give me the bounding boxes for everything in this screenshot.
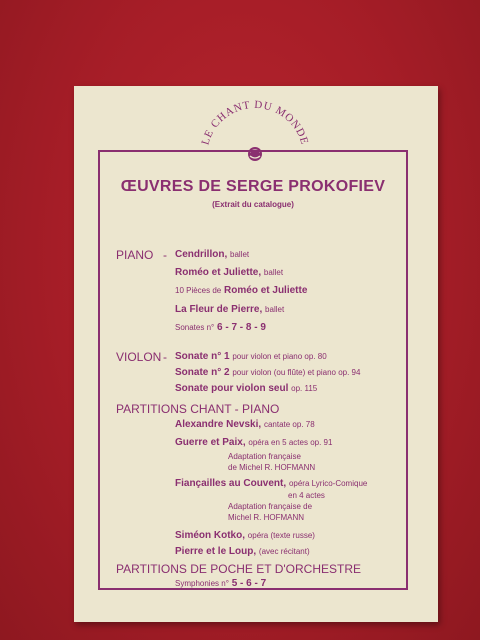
page-title: ŒUVRES DE SERGE PROKOFIEV: [120, 178, 386, 195]
list-item: Alexandre Nevski, cantate op. 78: [175, 419, 315, 430]
list-item: Siméon Kotko, opéra (texte russe): [175, 530, 315, 541]
list-item: Symphonies n° 5 - 6 - 7: [175, 578, 267, 589]
logo-text: LE CHANT DU MONDE: [199, 98, 311, 147]
list-item: Sonate n° 2 pour violon (ou flûte) et piano op. 94: [175, 367, 361, 378]
page-subtitle: (Extrait du catalogue): [212, 200, 294, 209]
section-label-violon: VIOLON: [116, 350, 162, 364]
section-dash-violon: -: [163, 350, 167, 364]
list-item: Sonates n° 6 - 7 - 8 - 9: [175, 322, 266, 333]
list-item: Pierre et le Loup, (avec récitant): [175, 546, 310, 557]
list-item: La Fleur de Pierre, ballet: [175, 304, 285, 315]
list-item: Roméo et Juliette, ballet: [175, 267, 284, 278]
list-item: 10 Pièces de Roméo et Juliette: [175, 285, 308, 296]
list-item-detail: Adaptation française de: [228, 502, 313, 511]
list-item-detail: de Michel R. HOFMANN: [228, 463, 316, 472]
svg-text:LE CHANT DU MONDE: [199, 99, 310, 147]
list-item-detail: en 4 actes: [288, 491, 325, 500]
list-item-detail: Adaptation française: [228, 452, 301, 461]
section-dash-piano: -: [163, 248, 167, 262]
list-item: Fiançailles au Couvent, opéra Lyrico-Comique: [175, 478, 368, 489]
list-item: Sonate pour violon seul op. 115: [175, 383, 318, 394]
catalogue-card: [74, 86, 438, 622]
section-label-piano: PIANO: [116, 248, 154, 262]
list-item: Guerre et Paix, opéra en 5 actes op. 91: [175, 437, 333, 448]
list-item: Cendrillon, ballet: [175, 249, 250, 260]
section-label-chant-piano: PARTITIONS CHANT - PIANO: [116, 402, 280, 416]
list-item-detail: Michel R. HOFMANN: [228, 513, 305, 522]
section-label-poche: PARTITIONS DE POCHE ET D'ORCHESTRE: [116, 562, 361, 576]
list-item: Sonate n° 1 pour violon et piano op. 80: [175, 351, 327, 362]
catalogue-frame: [98, 150, 408, 590]
